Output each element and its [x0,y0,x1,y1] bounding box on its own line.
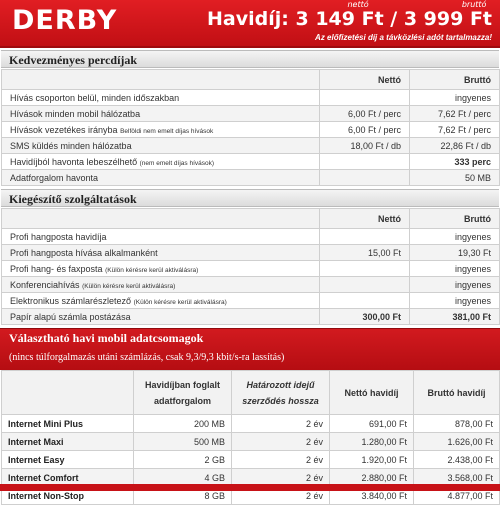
col-gross: Bruttó [410,209,500,229]
table-row: Havidíjból havonta lebeszélhető (nem emelt díjas hívások) 333 perc [2,154,500,170]
table-row: Hívások minden mobil hálózatba 6,00 Ft / perc 7,62 Ft / perc [2,106,500,122]
tax-note: Az előfizetési díj a távközlési adót tartalmazza! [315,33,492,42]
price-separator: / [383,8,404,30]
price-net: 3 149 Ft [295,8,384,30]
data-packages-header [0,328,500,370]
col-net: Nettó [320,209,410,229]
net-label: nettó [347,0,369,9]
table-row: Hívás csoporton belül, minden időszakban ingyenes [2,90,500,106]
col-gross-monthly: Bruttó havidíj [414,371,500,415]
table-row: Internet Non-Stop 8 GB 2 év 3.840,00 Ft 4.877,00 Ft [2,487,500,505]
table-row: Adatforgalom havonta 50 MB [2,170,500,186]
gross-label: bruttó [461,0,487,9]
plan-banner [0,0,500,48]
section-extra-services-title: Kiegészítő szolgáltatások [1,189,499,207]
extra-services-table [1,208,500,325]
table-row: Papír alapú számla postázása 300,00 Ft 381,00 Ft [2,309,500,325]
footer-bar [0,484,500,491]
plan-price [207,0,492,30]
plan-title: DERBY [12,5,118,36]
table-row: Elektronikus számlarészletező (Külön kérésre kerül aktiválásra) ingyenes [2,293,500,309]
discount-rates-table [1,69,500,186]
data-packages-title: Választható havi mobil adatcsomagok [9,331,204,345]
col-contract-length: Határozott idejű szerződés hossza [232,371,330,415]
table-row: Hívások vezetékes irányba Belföldi nem emelt díjas hívások 6,00 Ft / perc 7,62 Ft / perc [2,122,500,138]
table-row: Konferenciahívás (Külön kérésre kerül aktiválásra) ingyenes [2,277,500,293]
section-discount-rates-title: Kedvezményes percdíjak [1,50,499,68]
table-row: Internet Easy 2 GB 2 év 1.920,00 Ft 2.438,00 Ft [2,451,500,469]
table-row: Profi hang- és faxposta (Külön kérésre kerül aktiválásra) ingyenes [2,261,500,277]
price-prefix: Havidíj: [207,8,296,30]
table-row: Internet Comfort 4 GB 2 év 2.880,00 Ft 3.568,00 Ft [2,469,500,487]
table-row: Internet Mini Plus 200 MB 2 év 691,00 Ft 878,00 Ft [2,415,500,433]
col-net-monthly: Nettó havidíj [330,371,414,415]
table-row: Profi hangposta havidíja ingyenes [2,229,500,245]
col-included-data: Havidíjban foglalt adatforgalom [134,371,232,415]
table-row: SMS küldés minden hálózatba 18,00 Ft / db 22,86 Ft / db [2,138,500,154]
col-gross: Bruttó [410,70,500,90]
price-gross: 3 999 Ft [403,8,492,30]
col-net: Nettó [320,70,410,90]
data-packages-subtitle: (nincs túlforgalmazás utáni számlázás, csak 9,3/9,3 kbit/s-ra lassítás) [9,352,285,363]
table-row: Internet Maxi 500 MB 2 év 1.280,00 Ft 1.626,00 Ft [2,433,500,451]
table-row: Profi hangposta hívása alkalmanként 15,00 Ft 19,30 Ft [2,245,500,261]
